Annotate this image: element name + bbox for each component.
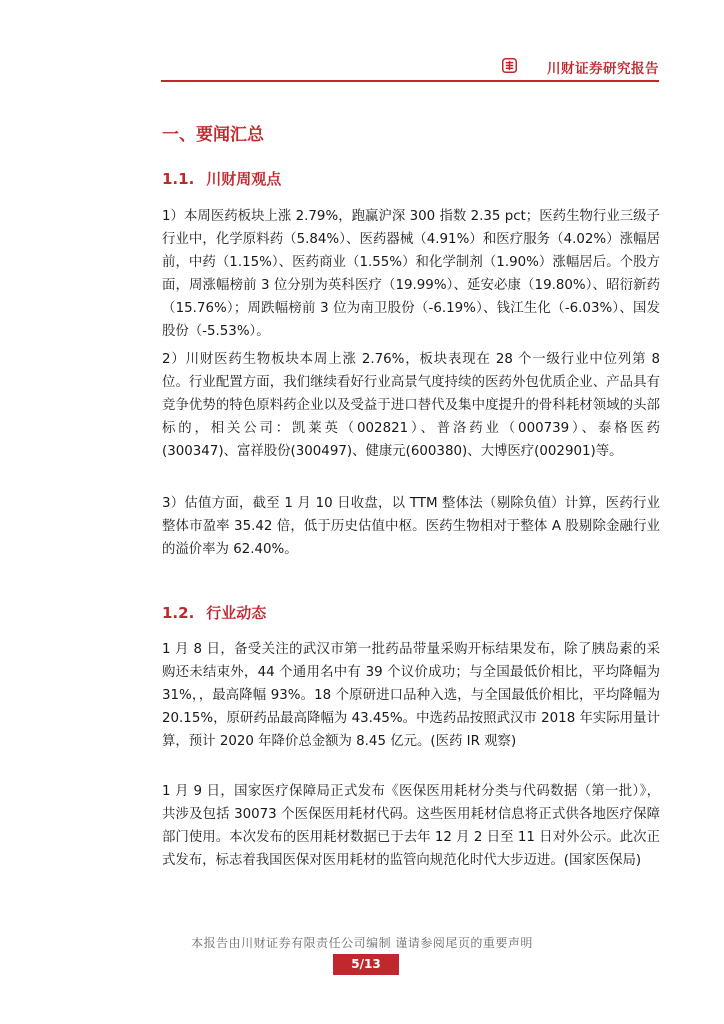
header-divider <box>161 80 659 82</box>
paragraph-valuation: 3）估值方面，截至 1 月 10 日收盘，以 TTM 整体法（剔除负值）计算，医药行业整体市盈率 35.42 倍，低于历史估值中枢。医药生物相对于整体 A 股剔除金融行业的溢价率为 62.40%。 <box>162 496 660 557</box>
paragraph-weekly-performance: 1）本周医药板块上涨 2.79%，跑赢沪深 300 指数 2.35 pct；医药生物行业三级子行业中，化学原料药（5.84%）、医药器械（4.91%）和医疗服务（4.02%）涨幅居前，中药（1.15%）、医药商业（1.55%）和化学制剂（1.90%）涨幅居后。个股方面，周涨幅榜前 3 位分别为英科医疗（19.99%）、延安必康（19.80%）、昭衍新药（15.76%）；周跌幅榜前 3 位为南卫股份（-6.19%）、钱江生化（-6.03%）、国发股份（-5.53%）。 <box>162 209 660 339</box>
paragraph-wuhan-procurement: 1 月 8 日，备受关注的武汉市第一批药品带量采购开标结果发布，除了胰岛素的采购还未结束外，44 个通用名中有 39 个议价成功；与全国最低价相比，平均降幅为 31%，，最高降幅 93%。18 个原研进口品种入选，与全国最低价相比，平均降幅为 20.15%，原研药品最高降幅为 43.45%。中选药品按照武汉市 2018 年实际用量计算，预计 2020 年降价总金额为 8.45 亿元。(医药 IR 观察) <box>162 642 660 749</box>
paragraph-sector-allocation: 2）川财医药生物板块本周上涨 2.76%，板块表现在 28 个一级行业中位列第 8 位。行业配置方面，我们继续看好行业高景气度持续的医药外包优质企业、产品具有竞争优势的特色原料药企业以及受益于进口替代及集中度提升的骨科耗材领域的头部标的，相关公司：凯莱英（002821）、普洛药业（000739）、泰格医药(300347)、富祥股份(300497)、健康元(600380)、大博医疗(002901)等。 <box>162 352 660 459</box>
chuancai-logo-icon <box>502 58 517 73</box>
paragraph-nhsa-release: 1 月 9 日，国家医疗保障局正式发布《医保医用耗材分类与代码数据（第一批）》，共涉及包括 30073 个医保医用耗材代码。这些医用耗材信息将正式供各地医疗保障部门使用。本次发布的医用耗材数据已于去年 12 月 2 日至 11 日对外公示。此次正式发布，标志着我国医保对医用耗材的监管向规范化时代大步迈进。(国家医保局) <box>162 784 660 868</box>
subsection-title: 行业动态 <box>206 604 267 622</box>
header-title: 川财证券研究报告 <box>547 61 659 77</box>
section-title: 一、要闻汇总 <box>162 125 264 145</box>
subsection-title: 川财周观点 <box>206 170 282 188</box>
page-number: 5/13 <box>333 954 399 975</box>
subsection-number: 1.1. <box>162 170 195 188</box>
subsection-heading-2 <box>162 602 266 623</box>
subsection-heading-1 <box>162 168 281 189</box>
footer-disclaimer: 本报告由川财证券有限责任公司编制 谨请参阅尾页的重要声明 <box>191 936 533 950</box>
subsection-number: 1.2. <box>162 604 195 622</box>
page-header <box>161 55 659 85</box>
